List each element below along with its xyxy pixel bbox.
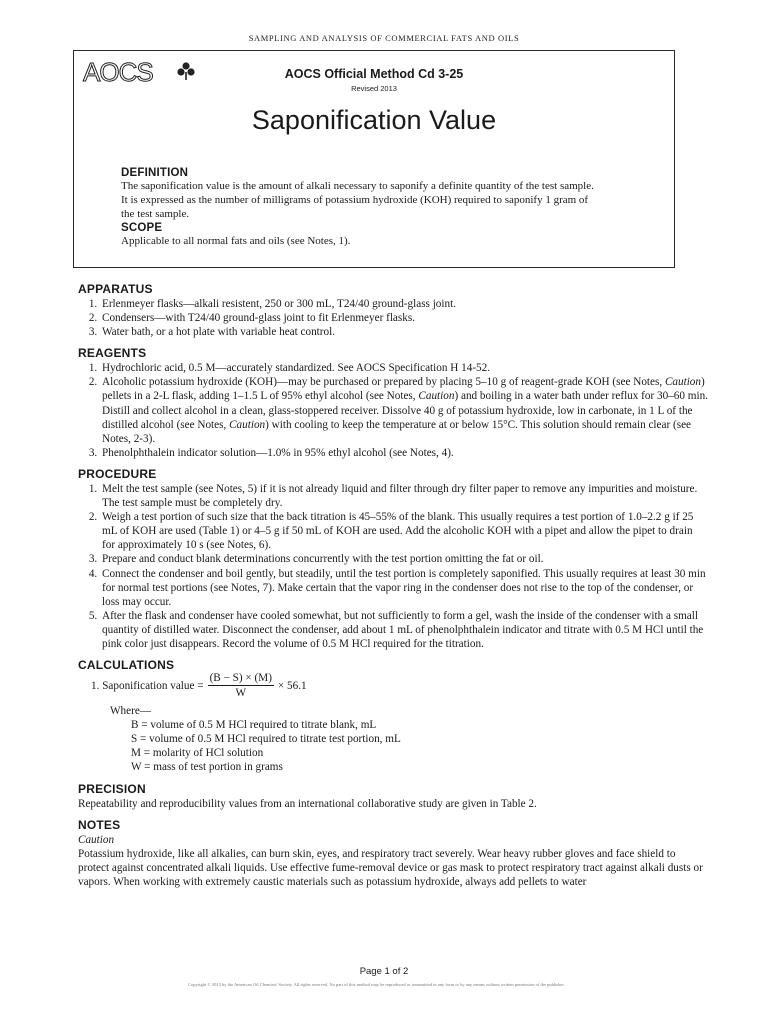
notes-section xyxy=(78,818,708,889)
list-item xyxy=(100,361,708,375)
definition-heading: DEFINITION xyxy=(121,167,189,179)
variable-definition: B = volume of 0.5 M HCl required to titrate blank, mL xyxy=(131,719,377,732)
variable-definition: W = mass of test portion in grams xyxy=(131,761,283,774)
text-run: Phenolphthalein indicator solution—1.0% in 95% ethyl alcohol (see Notes, 4). xyxy=(102,446,454,459)
aocs-logo-text: AOCS xyxy=(83,59,153,85)
formula-label: 1. Saponification value = xyxy=(91,679,204,692)
formula-denominator: W xyxy=(235,687,247,700)
caution-text: Potassium hydroxide, like all alkalies, can burn skin, eyes, and respiratory tract severely. Wear heavy rubber gloves and face shield to protect against concentrated alkali liquids. Use effective fume-removal device or gas mask to protect respiratory tract against alkali dusts or vapors. When working with extremely caustic materials such as potassium hydroxide, always add pellets to water xyxy=(78,847,703,888)
caution-reference: Caution xyxy=(418,390,455,403)
running-header: SAMPLING AND ANALYSIS OF COMMERCIAL FATS AND OILS xyxy=(248,33,520,43)
copyright-notice: Copyright © 2013 by the American Oil Chemists' Society. All rights reserved. No part of this method may be reproduced or transmitted in any form or by any means without written permission of the publisher. xyxy=(188,982,565,987)
reagents-section xyxy=(78,346,708,460)
precision-section xyxy=(78,782,708,811)
definition-scope xyxy=(121,167,641,248)
procedure-section xyxy=(78,467,708,651)
text-run: ) pellets in a 2-L flask, adding 1–1.5 L of 95% ethyl alcohol (see Notes, xyxy=(102,376,705,403)
method-body xyxy=(78,282,708,896)
precision-text: Repeatability and reproducibility values from an international collaborative study are given in Table 2. xyxy=(78,797,537,810)
text-run: ) and boiling in a water bath under reflux for 30–60 min. Distill and collect alcohol in a clean, glass-stoppered receiver. Dissolve 40 g of potassium hydroxide, low in carbonate, in 1 L of the distilled alcohol (see Notes, xyxy=(102,390,708,431)
calculations-heading: CALCULATIONS xyxy=(78,658,175,673)
formula-fraction xyxy=(208,671,274,700)
notes-heading: NOTES xyxy=(78,817,121,832)
procedure-list xyxy=(78,482,708,651)
apparatus-section xyxy=(78,282,708,339)
list-item xyxy=(100,446,708,460)
list-item: 1. Melt the test sample (see Notes, 5) if it is not already liquid and filter through dry filter paper to remove any impurities and moisture. The test sample must be completely dry. xyxy=(100,482,708,510)
saponification-formula xyxy=(78,671,708,700)
revised-label: Revised 2013 xyxy=(351,84,397,93)
formula-factor: × 56.1 xyxy=(277,679,307,692)
reagents-heading: REAGENTS xyxy=(78,346,147,361)
page-title: Saponification Value xyxy=(251,105,497,135)
formula-numerator: (B − S) × (M) xyxy=(209,672,272,685)
text-run: Alcoholic potassium hydroxide (KOH)—may be purchased or prepared by placing 5–10 g of reagent-grade KOH (see Notes, xyxy=(102,376,665,389)
scope-heading: SCOPE xyxy=(121,221,163,234)
list-item: 1. Erlenmeyer flasks—alkali resistent, 250 or 300 mL, T24/40 ground-glass joint. xyxy=(100,297,708,311)
precision-heading: PRECISION xyxy=(78,781,146,796)
reagents-list xyxy=(78,361,708,460)
list-item: 4. Connect the condenser and boil gently, but steadily, until the test portion is completely saponified. This usually requires at least 30 min for normal test portions (see Notes, 7). Make certain that the vapor ring in the condenser does not rise to the top of the condenser, or loss may occur. xyxy=(100,567,708,609)
calculations-section xyxy=(78,658,708,774)
scope-text: Applicable to all normal fats and oils (see Notes, 1). xyxy=(121,234,351,247)
variable-definition: M = molarity of HCl solution xyxy=(131,747,264,760)
text-run: ) with cooling to keep the temperature at or below 15°C. This solution should remain clear (see Notes, 2-3). xyxy=(102,418,692,445)
caution-reference: Caution xyxy=(229,418,266,431)
procedure-heading: PROCEDURE xyxy=(78,466,157,481)
list-item xyxy=(100,375,708,445)
method-title: AOCS Official Method Cd 3-25 xyxy=(284,67,464,81)
caution-reference: Caution xyxy=(664,376,701,389)
page-number: Page 1 of 2 xyxy=(359,966,409,977)
list-item: 2. Condensers—with T24/40 ground-glass joint to fit Erlenmeyer flasks. xyxy=(100,311,708,325)
where-label: Where— xyxy=(110,705,151,718)
list-item: 3. Water bath, or a hot plate with variable heat control. xyxy=(100,325,708,339)
list-item: 2. Weigh a test portion of such size that the back titration is 45–55% of the blank. This usually requires a test portion of 1.0–2.2 g if 25 mL of KOH are used (Table 1) or 4–5 g if 50 mL of KOH are used. Add the alcoholic KOH with a pipet and allow the pipet to drain for approximately 10 s (see Notes, 6). xyxy=(100,510,708,552)
caution-subheading: Caution xyxy=(78,833,115,846)
definition-line: It is expressed as the number of milligrams of potassium hydroxide (KOH) required to saponify 1 gram of xyxy=(121,194,589,207)
title-box xyxy=(73,50,675,268)
text-run: Hydrochloric acid, 0.5 M—accurately standardized. See AOCS Specification H 14-52. xyxy=(102,362,491,375)
list-item: 3. Prepare and conduct blank determinations concurrently with the test portion omitting the fat or oil. xyxy=(100,552,708,566)
variable-definition: S = volume of 0.5 M HCl required to titrate test portion, mL xyxy=(131,733,401,746)
apparatus-heading: APPARATUS xyxy=(78,282,153,296)
apparatus-list xyxy=(78,297,708,339)
definition-line: The saponification value is the amount of alkali necessary to saponify a definite quantity of the test sample. xyxy=(121,180,594,192)
definition-line: the test sample. xyxy=(121,208,190,221)
list-item: 5. After the flask and condenser have cooled somewhat, but not sufficiently to form a gel, wash the inside of the condenser with a small quantity of distilled water. Disconnect the condenser, add about 1 mL of phenolphthalein indicator and titrate with 0.5 M HCl until the pink color just disappears. Record the volume of 0.5 M HCl required for the titration. xyxy=(100,609,708,651)
variable-definitions xyxy=(78,704,708,774)
